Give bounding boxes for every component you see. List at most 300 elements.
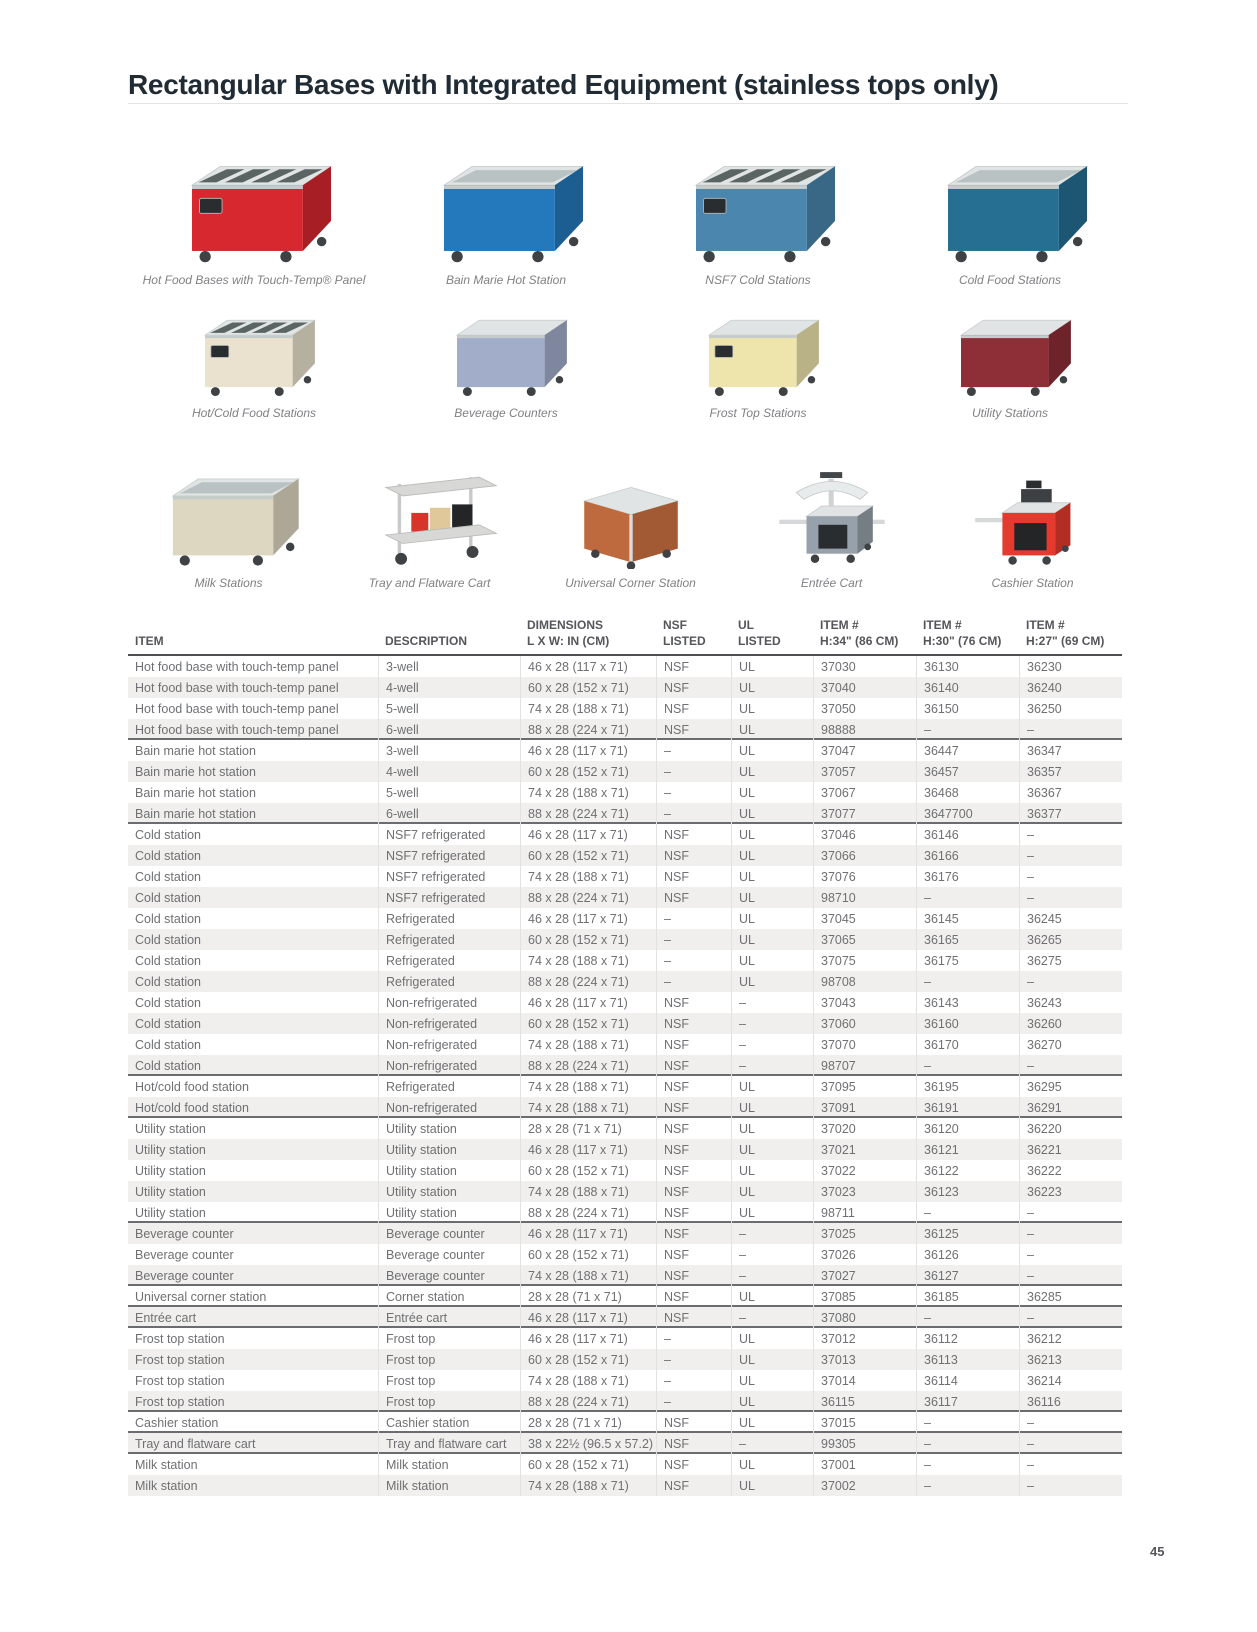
cell-item: Frost top station	[135, 1394, 225, 1409]
cell-item-30: 36117	[916, 1391, 1019, 1412]
cell-nsf-listed: NSF	[656, 866, 731, 887]
cell-item: Cashier station	[135, 1415, 219, 1430]
cell-item-30: 36145	[916, 908, 1019, 929]
cell-item-34: 37013	[813, 1349, 916, 1370]
column-header: NSF LISTED	[663, 618, 706, 648]
column-header: ITEM	[135, 633, 164, 648]
cell-item-34: 37060	[813, 1013, 916, 1034]
table-row	[128, 1349, 1122, 1370]
cell-item-30: 36457	[916, 761, 1019, 782]
product-gallery	[128, 126, 1136, 590]
cell-dimensions: 88 x 28 (224 x 71)	[520, 1055, 656, 1076]
cell-ul-listed: UL	[731, 1328, 813, 1349]
cell-description: NSF7 refrigerated	[378, 887, 520, 908]
product-caption: Tray and Flatware Cart	[368, 575, 491, 590]
cell-item-27: 36212	[1019, 1328, 1122, 1349]
product-cell	[884, 126, 1136, 287]
cell-item-27: 36213	[1019, 1349, 1122, 1370]
cell-dimensions: 60 x 28 (152 x 71)	[520, 1013, 656, 1034]
cell-item-34: 37046	[813, 824, 916, 845]
cell-item-34: 37043	[813, 992, 916, 1013]
cell-dimensions: 28 x 28 (71 x 71)	[520, 1412, 656, 1433]
cell-item: Cold station	[135, 848, 202, 863]
cell-item-34: 37012	[813, 1328, 916, 1349]
cell-description: Utility station	[378, 1160, 520, 1181]
cell-item-30: 36122	[916, 1160, 1019, 1181]
cell-nsf-listed: –	[656, 929, 731, 950]
table-row	[128, 1223, 1122, 1244]
product-image	[906, 142, 1114, 266]
cell-item-34: 37077	[813, 803, 916, 824]
cell-item-34: 37015	[813, 1412, 916, 1433]
cell-dimensions: 46 x 28 (117 x 71)	[520, 908, 656, 929]
cell-item-30: 36175	[916, 950, 1019, 971]
cell-item: Frost top station	[135, 1352, 225, 1367]
cell-item-30: 36120	[916, 1118, 1019, 1139]
cell-item-30: 36176	[916, 866, 1019, 887]
cell-dimensions: 74 x 28 (188 x 71)	[520, 866, 656, 887]
cell-dimensions: 46 x 28 (117 x 71)	[520, 1307, 656, 1328]
cell-nsf-listed: NSF	[656, 719, 731, 740]
cell-item-34: 37021	[813, 1139, 916, 1160]
cell-item: Cold station	[135, 932, 202, 947]
cell-dimensions: 74 x 28 (188 x 71)	[520, 1265, 656, 1286]
cell-ul-listed: UL	[731, 1391, 813, 1412]
cell-item: Beverage counter	[135, 1226, 234, 1241]
table-row	[128, 1370, 1122, 1391]
cell-item: Frost top station	[135, 1331, 225, 1346]
cell-item-27: 36116	[1019, 1391, 1122, 1412]
column-header: ITEM # H:34" (86 CM)	[820, 618, 899, 648]
cell-description: 6-well	[378, 719, 520, 740]
cell-description: NSF7 refrigerated	[378, 866, 520, 887]
cell-item-30: 36130	[916, 656, 1019, 677]
cell-item-27: 36260	[1019, 1013, 1122, 1034]
cell-item-30: 36146	[916, 824, 1019, 845]
cell-description: Non-refrigerated	[378, 1034, 520, 1055]
cell-item-34: 37057	[813, 761, 916, 782]
cell-item-27: –	[1019, 971, 1122, 992]
cell-item-27: –	[1019, 866, 1122, 887]
cell-item-27: 36291	[1019, 1097, 1122, 1118]
cell-dimensions: 60 x 28 (152 x 71)	[520, 761, 656, 782]
cell-ul-listed: UL	[731, 1118, 813, 1139]
cell-ul-listed: UL	[731, 1076, 813, 1097]
cell-item: Hot food base with touch-temp panel	[135, 722, 339, 737]
cell-dimensions: 46 x 28 (117 x 71)	[520, 1328, 656, 1349]
cell-item: Beverage counter	[135, 1268, 234, 1283]
cell-ul-listed: UL	[731, 824, 813, 845]
cell-item-27: 36270	[1019, 1034, 1122, 1055]
cell-description: Corner station	[378, 1286, 520, 1307]
cell-description: 3-well	[378, 740, 520, 761]
cell-item-30: 36170	[916, 1034, 1019, 1055]
product-cell	[731, 421, 932, 590]
table-row	[128, 740, 1122, 761]
product-image	[948, 443, 1118, 569]
cell-nsf-listed: NSF	[656, 992, 731, 1013]
cell-ul-listed: UL	[731, 656, 813, 677]
cell-item: Utility station	[135, 1142, 206, 1157]
product-cell	[128, 421, 329, 590]
cell-dimensions: 88 x 28 (224 x 71)	[520, 803, 656, 824]
cell-item-27: –	[1019, 1223, 1122, 1244]
cell-description: Frost top	[378, 1349, 520, 1370]
table-row	[128, 929, 1122, 950]
cell-ul-listed: UL	[731, 1286, 813, 1307]
cell-description: Non-refrigerated	[378, 1097, 520, 1118]
product-cell	[329, 421, 530, 590]
cell-nsf-listed: NSF	[656, 845, 731, 866]
cell-dimensions: 60 x 28 (152 x 71)	[520, 929, 656, 950]
cell-ul-listed: UL	[731, 740, 813, 761]
cell-item: Beverage counter	[135, 1247, 234, 1262]
cell-item-34: 37027	[813, 1265, 916, 1286]
table-row	[128, 1307, 1122, 1328]
cell-item-27: –	[1019, 1412, 1122, 1433]
cell-item-34: 37014	[813, 1370, 916, 1391]
cell-nsf-listed: NSF	[656, 1097, 731, 1118]
table-row	[128, 992, 1122, 1013]
cell-dimensions: 88 x 28 (224 x 71)	[520, 971, 656, 992]
cell-nsf-listed: NSF	[656, 1412, 731, 1433]
product-cell	[380, 126, 632, 287]
cell-ul-listed: UL	[731, 929, 813, 950]
table-row	[128, 761, 1122, 782]
cell-ul-listed: UL	[731, 782, 813, 803]
product-image	[345, 443, 515, 569]
product-caption: Cold Food Stations	[958, 273, 1062, 287]
cell-item-27: –	[1019, 1454, 1122, 1475]
table-row	[128, 1391, 1122, 1412]
product-image	[408, 301, 604, 399]
table-row	[128, 782, 1122, 803]
cell-item-30: 36447	[916, 740, 1019, 761]
cell-description: 3-well	[378, 656, 520, 677]
table-row	[128, 1034, 1122, 1055]
table-row	[128, 656, 1122, 677]
cell-item-27: 36347	[1019, 740, 1122, 761]
cell-nsf-listed: NSF	[656, 656, 731, 677]
table-row	[128, 1433, 1122, 1454]
gallery-row	[128, 421, 1136, 590]
cell-dimensions: 60 x 28 (152 x 71)	[520, 1454, 656, 1475]
cell-item-34: 37070	[813, 1034, 916, 1055]
cell-description: Non-refrigerated	[378, 1013, 520, 1034]
product-caption: Hot/Cold Food Stations	[191, 406, 317, 421]
cell-item-27: 36377	[1019, 803, 1122, 824]
cell-dimensions: 74 x 28 (188 x 71)	[520, 698, 656, 719]
cell-item-34: 37066	[813, 845, 916, 866]
cell-item-34: 37065	[813, 929, 916, 950]
cell-item-27: 36220	[1019, 1118, 1122, 1139]
cell-nsf-listed: NSF	[656, 1076, 731, 1097]
cell-ul-listed: UL	[731, 971, 813, 992]
column-header: DESCRIPTION	[385, 633, 468, 648]
cell-item-34: 98711	[813, 1202, 916, 1223]
cell-item-27: –	[1019, 719, 1122, 740]
cell-item-30: 36468	[916, 782, 1019, 803]
cell-item-30: –	[916, 971, 1019, 992]
cell-item-34: 37022	[813, 1160, 916, 1181]
cell-item: Bain marie hot station	[135, 806, 256, 821]
cell-item-30: –	[916, 1475, 1019, 1496]
page-title: Rectangular Bases with Integrated Equipment (stainless tops only)	[128, 68, 999, 100]
cell-nsf-listed: NSF	[656, 677, 731, 698]
cell-description: Beverage counter	[378, 1244, 520, 1265]
cell-item-34: 98708	[813, 971, 916, 992]
cell-dimensions: 74 x 28 (188 x 71)	[520, 1370, 656, 1391]
table-row	[128, 1475, 1122, 1496]
product-caption: Beverage Counters	[454, 406, 558, 421]
product-cell	[530, 421, 731, 590]
cell-dimensions: 74 x 28 (188 x 71)	[520, 1076, 656, 1097]
cell-ul-listed: UL	[731, 1349, 813, 1370]
cell-item-30: 36160	[916, 1013, 1019, 1034]
cell-item-27: –	[1019, 887, 1122, 908]
product-image	[747, 443, 917, 569]
cell-item: Utility station	[135, 1184, 206, 1199]
product-image	[150, 142, 358, 266]
cell-item-27: –	[1019, 845, 1122, 866]
cell-item-30: 36123	[916, 1181, 1019, 1202]
table-row	[128, 908, 1122, 929]
spec-table	[128, 618, 1122, 1496]
cell-ul-listed: UL	[731, 803, 813, 824]
cell-item-27: 36367	[1019, 782, 1122, 803]
cell-ul-listed: UL	[731, 698, 813, 719]
cell-dimensions: 38 x 22½ (96.5 x 57.2)	[520, 1433, 656, 1454]
cell-nsf-listed: NSF	[656, 1223, 731, 1244]
cell-nsf-listed: –	[656, 1391, 731, 1412]
cell-item: Cold station	[135, 995, 202, 1010]
cell-description: 5-well	[378, 782, 520, 803]
table-row	[128, 1076, 1122, 1097]
cell-nsf-listed: –	[656, 1370, 731, 1391]
cell-item: Frost top station	[135, 1373, 225, 1388]
cell-ul-listed: UL	[731, 1370, 813, 1391]
cell-item-27: –	[1019, 1433, 1122, 1454]
cell-description: 6-well	[378, 803, 520, 824]
cell-item-30: 36150	[916, 698, 1019, 719]
cell-description: Utility station	[378, 1139, 520, 1160]
cell-nsf-listed: NSF	[656, 1265, 731, 1286]
cell-description: Frost top	[378, 1391, 520, 1412]
cell-item-27: 36222	[1019, 1160, 1122, 1181]
cell-item-27: 36223	[1019, 1181, 1122, 1202]
cell-item-27: 36357	[1019, 761, 1122, 782]
cell-nsf-listed: NSF	[656, 887, 731, 908]
cell-item-30: –	[916, 1055, 1019, 1076]
cell-nsf-listed: NSF	[656, 1433, 731, 1454]
cell-description: Milk station	[378, 1454, 520, 1475]
cell-ul-listed: –	[731, 1055, 813, 1076]
cell-item-34: 37080	[813, 1307, 916, 1328]
product-caption: Entrée Cart	[800, 575, 863, 590]
cell-nsf-listed: NSF	[656, 824, 731, 845]
cell-item-30: 36166	[916, 845, 1019, 866]
cell-description: Refrigerated	[378, 1076, 520, 1097]
cell-item-34: 37030	[813, 656, 916, 677]
table-row	[128, 1244, 1122, 1265]
cell-item-34: 98888	[813, 719, 916, 740]
table-row	[128, 1265, 1122, 1286]
cell-item-30: –	[916, 887, 1019, 908]
cell-nsf-listed: NSF	[656, 1244, 731, 1265]
cell-nsf-listed: NSF	[656, 1202, 731, 1223]
cell-item-30: 36165	[916, 929, 1019, 950]
product-caption: Cashier Station	[991, 575, 1074, 590]
cell-description: NSF7 refrigerated	[378, 824, 520, 845]
cell-item-27: 36214	[1019, 1370, 1122, 1391]
cell-item-30: 36112	[916, 1328, 1019, 1349]
cell-item-34: 37002	[813, 1475, 916, 1496]
cell-nsf-listed: NSF	[656, 1160, 731, 1181]
cell-ul-listed: UL	[731, 677, 813, 698]
cell-item-30: –	[916, 1454, 1019, 1475]
cell-item-27: 36295	[1019, 1076, 1122, 1097]
cell-item-27: 36221	[1019, 1139, 1122, 1160]
cell-item-34: 37023	[813, 1181, 916, 1202]
cell-description: Tray and flatware cart	[378, 1433, 520, 1454]
cell-item-30: 36127	[916, 1265, 1019, 1286]
cell-item-27: 36275	[1019, 950, 1122, 971]
table-row	[128, 1286, 1122, 1307]
cell-description: Non-refrigerated	[378, 992, 520, 1013]
cell-dimensions: 88 x 28 (224 x 71)	[520, 887, 656, 908]
cell-nsf-listed: –	[656, 782, 731, 803]
cell-dimensions: 74 x 28 (188 x 71)	[520, 1034, 656, 1055]
cell-nsf-listed: –	[656, 803, 731, 824]
cell-item-34: 37076	[813, 866, 916, 887]
cell-ul-listed: –	[731, 1265, 813, 1286]
cell-description: Beverage counter	[378, 1265, 520, 1286]
cell-nsf-listed: –	[656, 1328, 731, 1349]
cell-item: Bain marie hot station	[135, 785, 256, 800]
product-cell	[380, 287, 632, 420]
table-row	[128, 1097, 1122, 1118]
cell-item-30: 36121	[916, 1139, 1019, 1160]
cell-description: Refrigerated	[378, 971, 520, 992]
cell-item-30: 36185	[916, 1286, 1019, 1307]
cell-description: Cashier station	[378, 1412, 520, 1433]
table-row	[128, 1139, 1122, 1160]
cell-ul-listed: UL	[731, 887, 813, 908]
product-image	[654, 142, 862, 266]
table-row	[128, 803, 1122, 824]
cell-item: Bain marie hot station	[135, 764, 256, 779]
cell-dimensions: 46 x 28 (117 x 71)	[520, 1223, 656, 1244]
cell-item: Hot food base with touch-temp panel	[135, 680, 339, 695]
table-row	[128, 677, 1122, 698]
cell-item-34: 37020	[813, 1118, 916, 1139]
cell-dimensions: 28 x 28 (71 x 71)	[520, 1286, 656, 1307]
cell-item: Cold station	[135, 827, 202, 842]
product-cell	[632, 287, 884, 420]
product-image	[660, 301, 856, 399]
product-caption: Milk Stations	[194, 575, 263, 590]
cell-item-30: –	[916, 719, 1019, 740]
column-header: ITEM # H:30" (76 CM)	[923, 618, 1002, 648]
cell-item-30: 36126	[916, 1244, 1019, 1265]
product-caption: Hot Food Bases with Touch-Temp® Panel	[142, 273, 366, 287]
cell-item-34: 98710	[813, 887, 916, 908]
cell-dimensions: 74 x 28 (188 x 71)	[520, 1097, 656, 1118]
cell-item-30: 36140	[916, 677, 1019, 698]
gallery-row	[128, 287, 1136, 420]
cell-description: Beverage counter	[378, 1223, 520, 1244]
product-cell	[884, 287, 1136, 420]
cell-nsf-listed: NSF	[656, 1034, 731, 1055]
table-row	[128, 1013, 1122, 1034]
product-image	[156, 301, 352, 399]
table-row	[128, 1181, 1122, 1202]
cell-item: Milk station	[135, 1478, 198, 1493]
table-row	[128, 1202, 1122, 1223]
cell-ul-listed: UL	[731, 719, 813, 740]
cell-description: Refrigerated	[378, 908, 520, 929]
cell-item-27: –	[1019, 1244, 1122, 1265]
cell-item-27: –	[1019, 1265, 1122, 1286]
table-row	[128, 1412, 1122, 1433]
cell-nsf-listed: NSF	[656, 1454, 731, 1475]
cell-item: Bain marie hot station	[135, 743, 256, 758]
page-number: 45	[1150, 1544, 1165, 1559]
cell-ul-listed: UL	[731, 1202, 813, 1223]
cell-dimensions: 88 x 28 (224 x 71)	[520, 1202, 656, 1223]
cell-item-27: 36240	[1019, 677, 1122, 698]
cell-description: Utility station	[378, 1118, 520, 1139]
cell-item-30: 36114	[916, 1370, 1019, 1391]
cell-item: Utility station	[135, 1121, 206, 1136]
cell-dimensions: 74 x 28 (188 x 71)	[520, 1181, 656, 1202]
cell-item-34: 37001	[813, 1454, 916, 1475]
cell-description: Non-refrigerated	[378, 1055, 520, 1076]
cell-item: Cold station	[135, 1058, 202, 1073]
cell-item: Cold station	[135, 890, 202, 905]
cell-item-27: –	[1019, 1055, 1122, 1076]
cell-item-30: 36143	[916, 992, 1019, 1013]
cell-nsf-listed: NSF	[656, 1475, 731, 1496]
cell-item-27: 36250	[1019, 698, 1122, 719]
table-row	[128, 1055, 1122, 1076]
product-image	[912, 301, 1108, 399]
cell-description: 5-well	[378, 698, 520, 719]
cell-ul-listed: –	[731, 1307, 813, 1328]
cell-item-34: 37045	[813, 908, 916, 929]
cell-nsf-listed: NSF	[656, 1055, 731, 1076]
cell-item-34: 37026	[813, 1244, 916, 1265]
product-cell	[128, 287, 380, 420]
cell-item-27: 36230	[1019, 656, 1122, 677]
cell-nsf-listed: NSF	[656, 1181, 731, 1202]
cell-ul-listed: UL	[731, 1412, 813, 1433]
table-row	[128, 1160, 1122, 1181]
cell-item-34: 37067	[813, 782, 916, 803]
cell-nsf-listed: –	[656, 908, 731, 929]
product-caption: Universal Corner Station	[565, 575, 696, 590]
cell-nsf-listed: NSF	[656, 1118, 731, 1139]
cell-dimensions: 60 x 28 (152 x 71)	[520, 1349, 656, 1370]
table-row	[128, 1454, 1122, 1475]
cell-ul-listed: UL	[731, 845, 813, 866]
table-row	[128, 824, 1122, 845]
cell-ul-listed: UL	[731, 866, 813, 887]
cell-item-30: –	[916, 1433, 1019, 1454]
cell-item-34: 37047	[813, 740, 916, 761]
cell-ul-listed: UL	[731, 1181, 813, 1202]
cell-nsf-listed: –	[656, 761, 731, 782]
